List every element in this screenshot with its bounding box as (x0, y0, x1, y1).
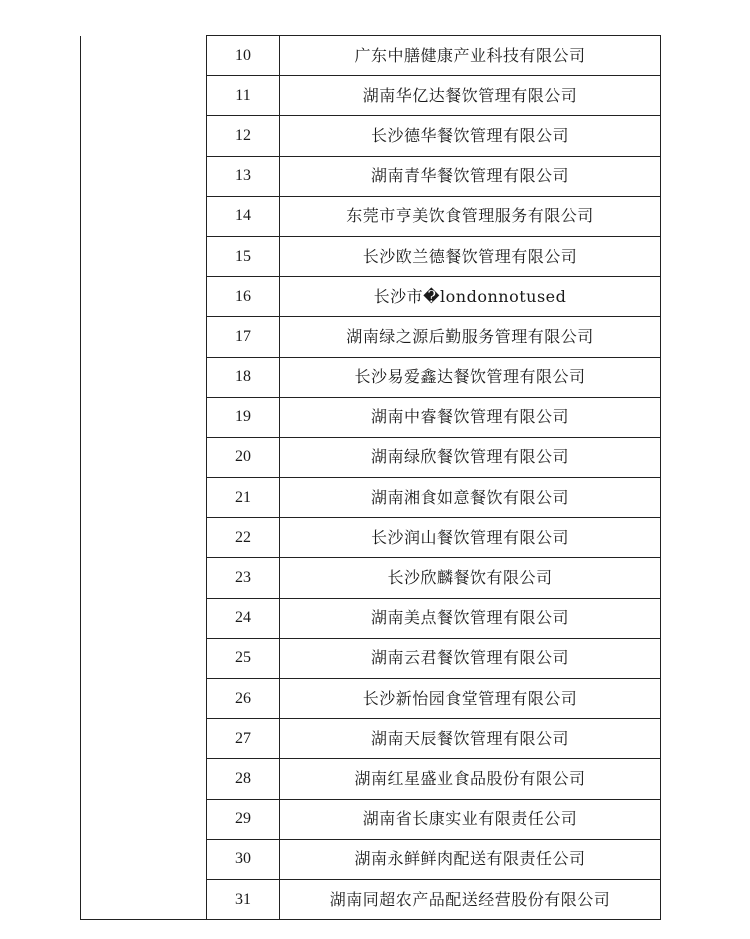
company-name: 长沙新怡园食堂管理有限公司 (280, 679, 661, 719)
company-name: 湖南天辰餐饮管理有限公司 (280, 719, 661, 759)
row-number: 12 (207, 116, 280, 156)
row-number: 26 (207, 679, 280, 719)
company-name: 湖南青华餐饮管理有限公司 (280, 156, 661, 196)
table-row (81, 36, 661, 76)
company-name: 长沙易爱鑫达餐饮管理有限公司 (280, 357, 661, 397)
row-number: 10 (207, 36, 280, 76)
row-number: 29 (207, 799, 280, 839)
row-number: 13 (207, 156, 280, 196)
company-name: 东莞市亨美饮食管理服务有限公司 (280, 196, 661, 236)
row-number: 18 (207, 357, 280, 397)
company-name: 湖南云君餐饮管理有限公司 (280, 638, 661, 678)
category-cell (81, 36, 207, 920)
company-name: 长沙德华餐饮管理有限公司 (280, 116, 661, 156)
company-name: 湖南美点餐饮管理有限公司 (280, 598, 661, 638)
row-number: 24 (207, 598, 280, 638)
row-number: 28 (207, 759, 280, 799)
company-table-body (81, 36, 661, 920)
company-name: 长沙欣麟餐饮有限公司 (280, 558, 661, 598)
company-name: 湖南同超农产品配送经营股份有限公司 (280, 879, 661, 919)
company-name: 长沙润山餐饮管理有限公司 (280, 518, 661, 558)
company-name: 湖南省长康实业有限责任公司 (280, 799, 661, 839)
row-number: 22 (207, 518, 280, 558)
row-number: 11 (207, 76, 280, 116)
row-number: 21 (207, 478, 280, 518)
row-number: 17 (207, 317, 280, 357)
company-name: 湖南中睿餐饮管理有限公司 (280, 397, 661, 437)
company-name: 湖南华亿达餐饮管理有限公司 (280, 76, 661, 116)
row-number: 23 (207, 558, 280, 598)
row-number: 30 (207, 839, 280, 879)
row-number: 31 (207, 879, 280, 919)
company-name: 广东中膳健康产业科技有限公司 (280, 36, 661, 76)
row-number: 14 (207, 196, 280, 236)
company-name: 湖南永鲜鲜肉配送有限责任公司 (280, 839, 661, 879)
company-table (80, 35, 661, 920)
row-number: 25 (207, 638, 280, 678)
company-name: 湖南红星盛业食品股份有限公司 (280, 759, 661, 799)
row-number: 27 (207, 719, 280, 759)
company-name: 湖南绿欣餐饮管理有限公司 (280, 437, 661, 477)
company-table-container (80, 35, 661, 920)
company-name: 长沙市�londonnotused (280, 277, 661, 317)
row-number: 19 (207, 397, 280, 437)
company-name: 湖南绿之源后勤服务管理有限公司 (280, 317, 661, 357)
row-number: 20 (207, 437, 280, 477)
row-number: 15 (207, 236, 280, 276)
company-name: 湖南湘食如意餐饮有限公司 (280, 478, 661, 518)
row-number: 16 (207, 277, 280, 317)
company-name: 长沙欧兰德餐饮管理有限公司 (280, 236, 661, 276)
